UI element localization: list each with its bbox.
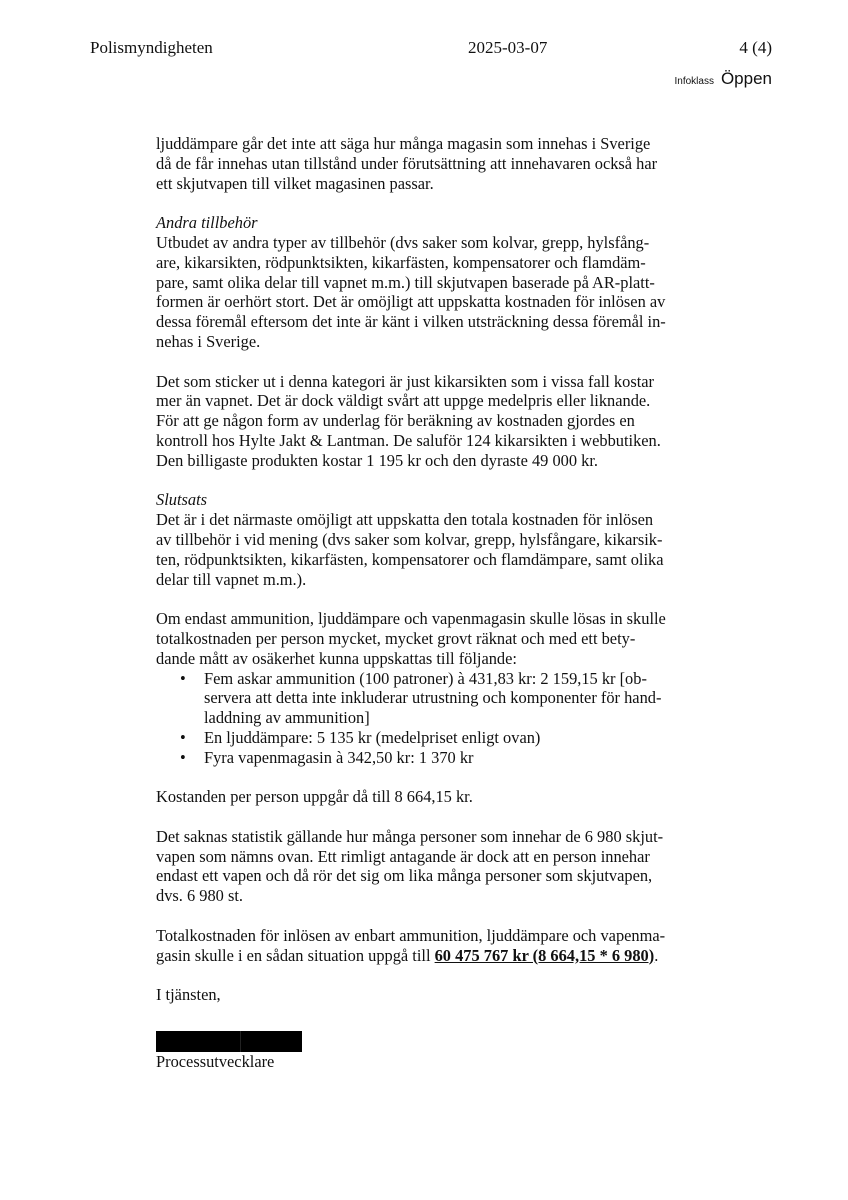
text-line: av tillbehör i vid mening (dvs saker som kolvar, grepp, hylsfångare, kikarsik- [156, 529, 663, 549]
section-heading: Slutsats [156, 490, 208, 510]
text-line: nehas i Sverige. [156, 331, 261, 351]
text-line: dvs. 6 980 st. [156, 886, 243, 906]
information-classification [674, 69, 772, 89]
text-line: Om endast ammunition, ljuddämpare och vapenmagasin skulle lösas in skulle [156, 609, 666, 629]
section-slutsats [156, 490, 688, 589]
closing-text: I tjänsten, [156, 985, 221, 1005]
text-line: endast ett vapen och då rör det sig om lika många personer som skjutvapen, [156, 866, 653, 886]
total-cost-paragraph [156, 926, 688, 966]
bullet-icon: • [180, 747, 186, 767]
list-item [156, 748, 688, 768]
signature-block [156, 985, 688, 1072]
text-line: ett skjutvapen till vilket magasinen passar. [156, 173, 434, 193]
text-line: Det saknas statistik gällande hur många personer som innehar de 6 980 skjut- [156, 826, 664, 846]
text-line: Fyra vapenmagasin à 342,50 kr: 1 370 kr [204, 747, 474, 767]
text-line: dande mått av osäkerhet kunna uppskattas till följande: [156, 648, 517, 668]
kikarsikten-paragraph [156, 372, 688, 471]
text-line: totalkostnaden per person mycket, mycket grovt räknat och med ett bety- [156, 628, 636, 648]
total-amount: 60 475 767 kr (8 664,15 * 6 980) [434, 945, 655, 965]
redacted-name [156, 1031, 302, 1052]
page-number: 4 (4) [739, 38, 772, 57]
total-line-prefix: gasin skulle i en sådan situation uppgå till [156, 945, 435, 965]
organization-name: Polismyndigheten [90, 38, 213, 57]
bullet-icon: • [180, 668, 186, 688]
text-line: För att ge någon form av underlag för beräkning av kostnaden gjordes en [156, 411, 635, 431]
intro-paragraph [156, 134, 688, 193]
signature-title: Processutvecklare [156, 1052, 275, 1072]
text-line: laddning av ammunition] [204, 708, 370, 728]
text-line: delar till vapnet m.m.). [156, 569, 307, 589]
text-line: ten, rödpunktsikten, kikarfästen, kompensatorer och flamdämpare, samt olika [156, 549, 664, 569]
text-line: Det är i det närmaste omöjligt att uppskatta den totala kostnaden för inlösen [156, 510, 654, 530]
text-line: Totalkostnaden för inlösen av enbart ammunition, ljuddämpare och vapenma- [156, 925, 666, 945]
text-line: servera att detta inte inkluderar utrustning och komponenter för hand- [204, 688, 662, 708]
text-line: Det som sticker ut i denna kategori är just kikarsikten som i vissa fall kostar [156, 371, 654, 391]
list-item [156, 669, 688, 728]
text-line: are, kikarsikten, rödpunktsikten, kikarfästen, kompensatorer och flamdäm- [156, 252, 646, 272]
statistics-paragraph [156, 827, 688, 906]
section-andra-tillbehor [156, 213, 688, 352]
text-line: Kostanden per person uppgår då till 8 664,15 kr. [156, 787, 473, 807]
text-line: pare, samt olika delar till vapnet m.m.) till skjutvapen baserade på AR-platt- [156, 272, 655, 292]
redaction-divider [240, 1031, 241, 1052]
text-line: Fem askar ammunition (100 patroner) à 431,83 kr: 2 159,15 kr [ob- [204, 668, 647, 688]
total-line-suffix: . [654, 945, 659, 965]
total-line [156, 946, 688, 966]
list-item [156, 728, 688, 748]
text-line: vapen som nämns ovan. Ett rimligt antagande är dock att en person innehar [156, 846, 650, 866]
text-line: formen är oerhört stort. Det är omöjligt att uppskatta kostnaden för inlösen av [156, 292, 666, 312]
text-line: dessa föremål eftersom det inte är känt i vilken utsträckning dessa föremål in- [156, 312, 666, 332]
estimate-paragraph [156, 609, 688, 767]
text-line: ljuddämpare går det inte att säga hur många magasin som innehas i Sverige [156, 134, 651, 153]
per-person-cost-paragraph [156, 787, 688, 807]
text-line: då de får innehas utan tillstånd under förutsättning att innehavaren också har [156, 153, 658, 173]
infoklass-value: Öppen [720, 69, 772, 88]
text-line: mer än vapnet. Det är dock väldigt svårt att uppge medelpris eller liknande. [156, 391, 651, 411]
cost-bullet-list [156, 669, 688, 768]
document-body [156, 134, 688, 1072]
text-line: Utbudet av andra typer av tillbehör (dvs saker som kolvar, grepp, hylsfång- [156, 232, 650, 252]
section-heading: Andra tillbehör [156, 213, 258, 233]
bullet-icon: • [180, 727, 186, 747]
text-line: Den billigaste produkten kostar 1 195 kr och den dyraste 49 000 kr. [156, 450, 599, 470]
document-date: 2025-03-07 [468, 38, 548, 57]
text-line: kontroll hos Hylte Jakt & Lantman. De saluför 124 kikarsikten i webbutiken. [156, 430, 661, 450]
infoklass-label: Infoklass [674, 76, 714, 87]
text-line: En ljuddämpare: 5 135 kr (medelpriset enligt ovan) [204, 727, 541, 747]
